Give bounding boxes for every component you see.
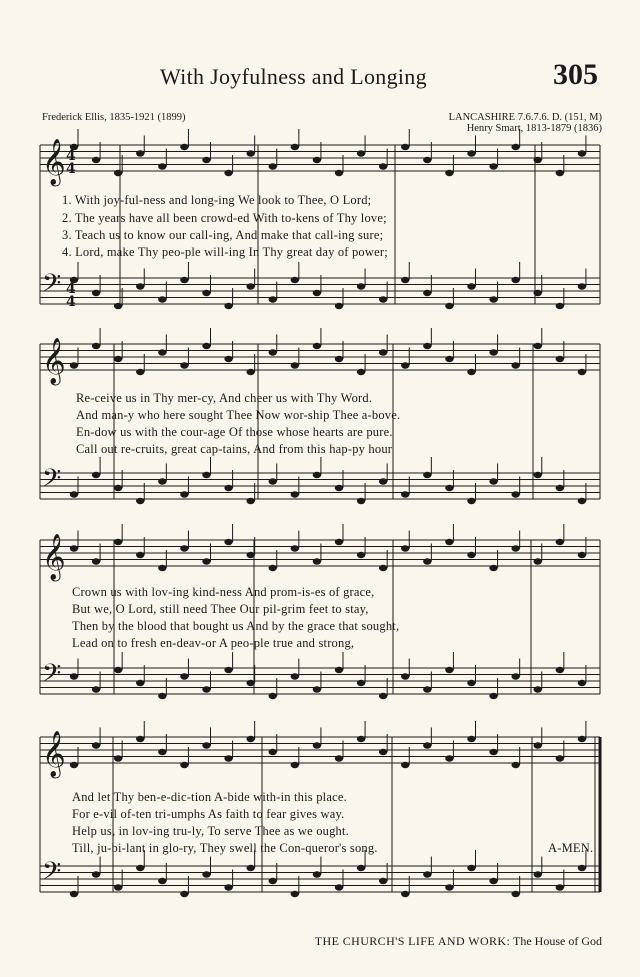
note-head xyxy=(401,491,409,497)
note-head xyxy=(401,673,409,679)
note-head xyxy=(158,749,166,755)
note-head xyxy=(92,343,100,349)
note-head xyxy=(335,884,343,890)
note-head xyxy=(224,356,232,362)
time-signature: 4 xyxy=(66,161,76,177)
note-head xyxy=(246,736,254,742)
note-head xyxy=(180,277,188,283)
note-head xyxy=(467,498,475,504)
note-head xyxy=(489,878,497,884)
note-head xyxy=(379,749,387,755)
treble-clef-icon: 𝄞 xyxy=(42,731,66,777)
note-head xyxy=(578,736,586,742)
note-head xyxy=(467,865,475,871)
author-credit: Frederick Ellis, 1835-1921 (1899) xyxy=(42,112,186,123)
note-head xyxy=(357,736,365,742)
page-footer xyxy=(315,934,602,949)
verse-1-line-3: Crown us with lov-ing kind-ness And prom-is-es of grace, xyxy=(72,585,375,599)
composer-credit: Henry Smart, 1813-1879 (1836) xyxy=(466,123,602,134)
note-head xyxy=(92,871,100,877)
note-head xyxy=(224,539,232,545)
note-head xyxy=(246,369,254,375)
note-head xyxy=(313,157,321,163)
note-head xyxy=(357,680,365,686)
note-head xyxy=(379,296,387,302)
note-head xyxy=(224,884,232,890)
verse-2-line-2: And man-y who here sought Thee Now wor-ship Thee a-bove. xyxy=(76,408,401,422)
note-head xyxy=(202,343,210,349)
note-head xyxy=(158,349,166,355)
note-head xyxy=(578,865,586,871)
note-head xyxy=(423,686,431,692)
note-head xyxy=(114,539,122,545)
note-head xyxy=(136,283,144,289)
note-head xyxy=(445,356,453,362)
note-head xyxy=(269,296,277,302)
note-head xyxy=(556,755,564,761)
note-head xyxy=(224,303,232,309)
note-head xyxy=(511,362,519,368)
note-head xyxy=(379,349,387,355)
note-head xyxy=(357,283,365,289)
note-head xyxy=(180,362,188,368)
note-head xyxy=(313,472,321,478)
note-head xyxy=(158,163,166,169)
note-head xyxy=(136,552,144,558)
treble-clef-icon: 𝄞 xyxy=(42,338,66,384)
note-head xyxy=(246,865,254,871)
note-head xyxy=(92,290,100,296)
note-head xyxy=(445,539,453,545)
note-head xyxy=(224,170,232,176)
note-head xyxy=(136,150,144,156)
note-head xyxy=(335,170,343,176)
verse-1-line-2: Re-ceive us in Thy mer-cy, And cheer us with Thy Word. xyxy=(76,391,373,405)
note-head xyxy=(534,558,542,564)
note-head xyxy=(291,277,299,283)
note-head xyxy=(357,150,365,156)
note-head xyxy=(423,290,431,296)
note-head xyxy=(467,736,475,742)
note-head xyxy=(291,491,299,497)
note-head xyxy=(291,362,299,368)
note-head xyxy=(556,667,564,673)
note-head xyxy=(467,552,475,558)
note-head xyxy=(445,485,453,491)
note-head xyxy=(313,343,321,349)
verse-4-line-4: Till, ju-bi-lant in glo-ry, They swell the Con-queror's song. xyxy=(72,841,378,855)
note-head xyxy=(578,283,586,289)
note-head xyxy=(467,150,475,156)
note-head xyxy=(556,303,564,309)
note-head xyxy=(357,865,365,871)
note-head xyxy=(92,472,100,478)
verse-4-line-3: Lead on to fresh en-deav-or A peo-ple true and strong, xyxy=(72,636,355,650)
note-head xyxy=(180,762,188,768)
note-head xyxy=(379,163,387,169)
note-head xyxy=(224,485,232,491)
verse-4-line-2: Call out re-cruits, great cap-tains, And from this hap-py hour xyxy=(76,442,393,456)
hymn-title: With Joyfulness and Longing xyxy=(160,64,427,89)
note-head xyxy=(136,680,144,686)
time-signature-bass: 4 xyxy=(66,281,76,297)
note-head xyxy=(556,884,564,890)
note-head xyxy=(423,472,431,478)
note-head xyxy=(556,539,564,545)
note-head xyxy=(180,144,188,150)
time-signature: 4 xyxy=(66,148,76,164)
note-head xyxy=(92,742,100,748)
note-head xyxy=(202,157,210,163)
note-head xyxy=(269,693,277,699)
note-head xyxy=(313,558,321,564)
note-head xyxy=(202,472,210,478)
note-head xyxy=(291,891,299,897)
footer-subsection: The House of God xyxy=(513,934,602,948)
note-head xyxy=(92,558,100,564)
note-head xyxy=(136,736,144,742)
note-head xyxy=(180,545,188,551)
note-head xyxy=(578,150,586,156)
note-head xyxy=(158,478,166,484)
note-head xyxy=(291,762,299,768)
note-head xyxy=(269,349,277,355)
note-head xyxy=(489,349,497,355)
verse-3-line-3: Then by the blood that bought us And by the grace that sought, xyxy=(72,619,400,633)
note-head xyxy=(445,667,453,673)
note-head xyxy=(335,667,343,673)
verse-2-line-1: 2. The years have all been crowd-ed With to-kens of Thy love; xyxy=(62,211,387,225)
bass-clef-icon: 𝄢 xyxy=(42,269,62,304)
note-head xyxy=(379,565,387,571)
note-head xyxy=(158,693,166,699)
note-head xyxy=(511,673,519,679)
note-head xyxy=(246,283,254,289)
verse-1-line-1: 1. With joy-ful-ness and long-ing We look to Thee, O Lord; xyxy=(62,193,372,207)
note-head xyxy=(114,667,122,673)
note-head xyxy=(534,742,542,748)
note-head xyxy=(180,491,188,497)
note-head xyxy=(511,491,519,497)
note-head xyxy=(180,673,188,679)
note-head xyxy=(202,686,210,692)
note-head xyxy=(335,485,343,491)
note-head xyxy=(224,755,232,761)
note-head xyxy=(114,485,122,491)
verse-3-line-1: 3. Teach us to know our call-ing, And make that call-ing sure; xyxy=(62,228,384,242)
note-head xyxy=(136,498,144,504)
note-head xyxy=(511,277,519,283)
note-head xyxy=(511,144,519,150)
note-head xyxy=(92,157,100,163)
note-head xyxy=(401,277,409,283)
time-signature-bass: 4 xyxy=(66,294,76,310)
note-head xyxy=(269,163,277,169)
note-head xyxy=(445,303,453,309)
note-head xyxy=(467,680,475,686)
note-head xyxy=(70,491,78,497)
note-head xyxy=(246,150,254,156)
note-head xyxy=(158,296,166,302)
note-head xyxy=(136,369,144,375)
note-head xyxy=(489,749,497,755)
note-head xyxy=(357,369,365,375)
note-head xyxy=(401,762,409,768)
note-head xyxy=(313,290,321,296)
note-head xyxy=(379,878,387,884)
note-head xyxy=(379,693,387,699)
note-head xyxy=(489,296,497,302)
note-head xyxy=(401,144,409,150)
note-head xyxy=(70,762,78,768)
note-head xyxy=(70,673,78,679)
note-head xyxy=(445,884,453,890)
note-head xyxy=(489,478,497,484)
note-head xyxy=(534,472,542,478)
note-head xyxy=(467,369,475,375)
note-head xyxy=(423,742,431,748)
note-head xyxy=(578,498,586,504)
note-head xyxy=(357,498,365,504)
note-head xyxy=(114,884,122,890)
hymn-number: 305 xyxy=(553,58,598,91)
note-head xyxy=(202,871,210,877)
note-head xyxy=(489,693,497,699)
note-head xyxy=(445,170,453,176)
note-head xyxy=(534,686,542,692)
verse-1-line-4: And let Thy ben-e-dic-tion A-bide with-in this place. xyxy=(72,790,347,804)
note-head xyxy=(379,478,387,484)
note-head xyxy=(511,891,519,897)
note-head xyxy=(556,356,564,362)
note-head xyxy=(423,871,431,877)
note-head xyxy=(70,891,78,897)
note-head xyxy=(269,565,277,571)
treble-clef-icon: 𝄞 xyxy=(42,139,66,185)
note-head xyxy=(578,369,586,375)
note-head xyxy=(489,163,497,169)
note-head xyxy=(202,290,210,296)
treble-clef-icon: 𝄞 xyxy=(42,534,66,580)
note-head xyxy=(269,749,277,755)
note-head xyxy=(180,891,188,897)
verse-2-line-4: For e-vil of-ten tri-umphs As faith to fear gives way. xyxy=(72,807,345,821)
note-head xyxy=(70,545,78,551)
note-head xyxy=(114,755,122,761)
note-head xyxy=(423,157,431,163)
note-head xyxy=(423,558,431,564)
verse-2-line-3: But we, O Lord, still need Thee Our pil-grim feet to stay, xyxy=(72,602,369,616)
note-head xyxy=(313,686,321,692)
amen-text: A-MEN. xyxy=(548,841,594,855)
note-head xyxy=(114,303,122,309)
note-head xyxy=(467,283,475,289)
note-head xyxy=(357,552,365,558)
note-head xyxy=(511,762,519,768)
note-head xyxy=(335,539,343,545)
verse-3-line-4: Help us, in lov-ing tru-ly, To serve Thee as we ought. xyxy=(72,824,350,838)
note-head xyxy=(158,565,166,571)
bass-clef-icon: 𝄢 xyxy=(42,464,62,499)
note-head xyxy=(335,356,343,362)
footer-section: THE CHURCH'S LIFE AND WORK: xyxy=(314,934,511,948)
verse-4-line-1: 4. Lord, make Thy peo-ple will-ing In Thy great day of power; xyxy=(62,245,388,259)
note-head xyxy=(136,865,144,871)
note-head xyxy=(202,742,210,748)
note-head xyxy=(534,343,542,349)
note-head xyxy=(269,478,277,484)
note-head xyxy=(534,871,542,877)
note-head xyxy=(401,891,409,897)
note-head xyxy=(246,498,254,504)
note-head xyxy=(158,878,166,884)
note-head xyxy=(313,871,321,877)
note-head xyxy=(92,686,100,692)
note-head xyxy=(445,755,453,761)
note-head xyxy=(556,170,564,176)
note-head xyxy=(423,343,431,349)
note-head xyxy=(291,144,299,150)
note-head xyxy=(511,545,519,551)
bass-clef-icon: 𝄢 xyxy=(42,659,62,694)
note-head xyxy=(489,565,497,571)
bass-clef-icon: 𝄢 xyxy=(42,857,62,892)
note-head xyxy=(224,667,232,673)
note-head xyxy=(401,545,409,551)
tune-name: LANCASHIRE 7.6.7.6. D. (151, M) xyxy=(448,112,602,123)
verse-3-line-2: En-dow us with the cour-age Of those whose hearts are pure. xyxy=(76,425,393,439)
note-head xyxy=(114,356,122,362)
note-head xyxy=(578,552,586,558)
note-head xyxy=(291,545,299,551)
note-head xyxy=(269,878,277,884)
note-head xyxy=(291,673,299,679)
note-head xyxy=(70,362,78,368)
note-head xyxy=(114,170,122,176)
note-head xyxy=(578,680,586,686)
note-head xyxy=(313,742,321,748)
note-head xyxy=(335,755,343,761)
note-head xyxy=(202,558,210,564)
note-head xyxy=(556,485,564,491)
note-head xyxy=(401,362,409,368)
note-head xyxy=(335,303,343,309)
